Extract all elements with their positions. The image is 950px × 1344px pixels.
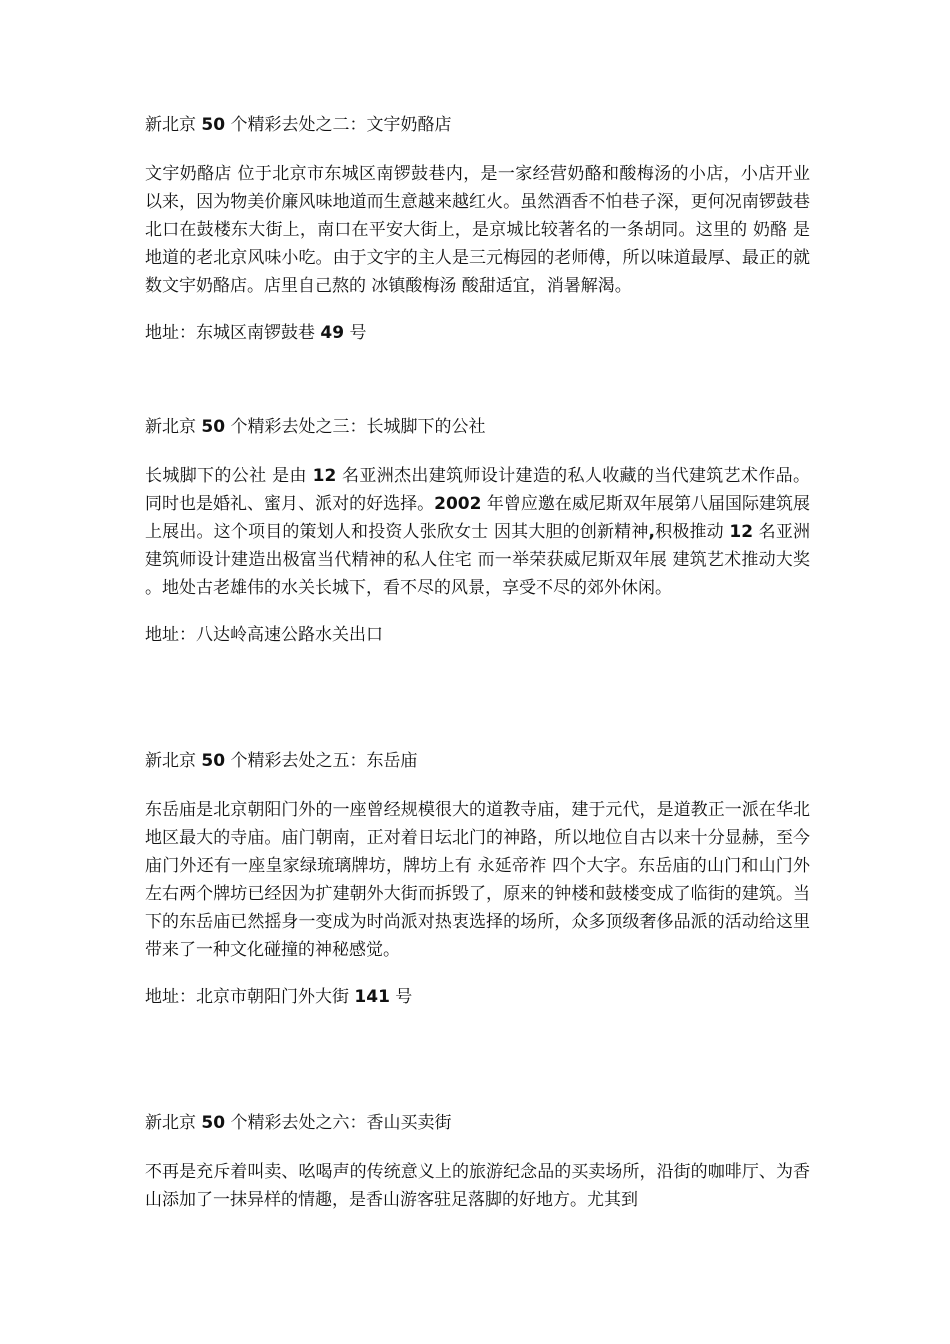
section-body: 东岳庙是北京朝阳门外的一座曾经规模很大的道教寺庙，建于元代，是道教正一派在华北地区最大的寺庙。庙门朝南，正对着日坛北门的神路，所以地位自古以来十分显赫，至今庙门外还有一座皇家绿琉璃牌坊，牌坊上有 永延帝祚 四个大字。东岳庙的山门和山门外左右两个牌坊已经因为扩建朝外大街而拆毁了，原来的钟楼和鼓楼变成了临街的建筑。当下的东岳庙已然摇身一变成为时尚派对热衷选择的场所，众多顶级奢侈品派的活动给这里带来了一种文化碰撞的神秘感觉。 <box>145 800 810 960</box>
section-address: 地址：北京市朝阳门外大街 141 号 <box>145 987 413 1007</box>
section-dongyue-temple <box>145 746 810 1012</box>
section-fragrant-hills-market-street <box>145 1108 810 1214</box>
section-body: 不再是充斥着叫卖、吆喝声的传统意义上的旅游纪念品的买卖场所，沿街的咖啡厅、为香山添加了一抹异样的情趣，是香山游客驻足落脚的好地方。尤其到 <box>145 1162 810 1210</box>
section-address: 地址：东城区南锣鼓巷 49 号 <box>145 323 367 343</box>
section-heading: 新北京 50 个精彩去处之五：东岳庙 <box>145 751 418 771</box>
section-address: 地址：八达岭高速公路水关出口 <box>145 625 383 645</box>
section-body: 文宇奶酪店 位于北京市东城区南锣鼓巷内，是一家经营奶酪和酸梅汤的小店，小店开业以来，因为物美价廉风味地道而生意越来越红火。虽然酒香不怕巷子深，更何况南锣鼓巷北口在鼓楼东大街上，南口在平安大街上，是京城比较著名的一条胡同。这里的 奶酪 是地道的老北京风味小吃。由于文宇的主人是三元梅园的老师傅，所以味道最厚、最正的就数文宇奶酪店。店里自己熬的 冰镇酸梅汤 酸甜适宜，消暑解渴。 <box>145 164 810 296</box>
section-body: 长城脚下的公社 是由 12 名亚洲杰出建筑师设计建造的私人收藏的当代建筑艺术作品。同时也是婚礼、蜜月、派对的好选择。2002 年曾应邀在威尼斯双年展第八届国际建筑展上展出。这个项目的策划人和投资人张欣女士 因其大胆的创新精神,积极推动 12 名亚洲建筑师设计建造出极富当代精神的私人住宅 而一举荣获威尼斯双年展 建筑艺术推动大奖 。地处古老雄伟的水关长城下，看不尽的风景，享受不尽的郊外休闲。 <box>145 466 811 598</box>
section-heading: 新北京 50 个精彩去处之二：文宇奶酪店 <box>145 115 452 135</box>
section-heading: 新北京 50 个精彩去处之三：长城脚下的公社 <box>145 417 486 437</box>
document-page <box>145 110 810 1214</box>
section-commune-by-great-wall <box>145 412 810 650</box>
section-wenyu-cheese-shop <box>145 110 810 348</box>
section-heading: 新北京 50 个精彩去处之六：香山买卖街 <box>145 1113 452 1133</box>
